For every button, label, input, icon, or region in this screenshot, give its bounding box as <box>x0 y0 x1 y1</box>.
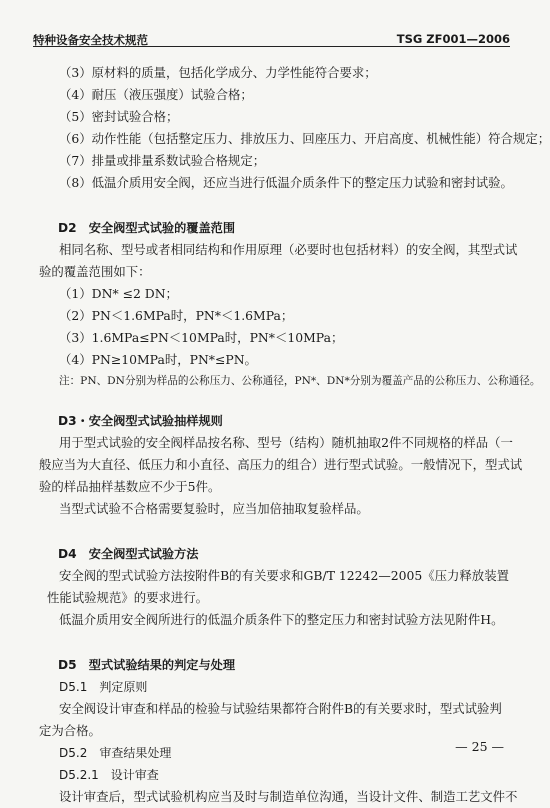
paragraph-line: 用于型式试验的安全阀样品按名称、型号（结构）随机抽取2件不同规格的样品（一 <box>59 435 513 450</box>
list-item: （3）原材料的质量，包括化学成分、力学性能符合要求； <box>59 65 377 80</box>
paragraph-line: 安全阀的型式试验方法按附件B的有关要求和GB/T 12242—2005《压力释放装置 <box>59 568 509 583</box>
list-item: （1）DN* ≤2 DN； <box>59 286 178 301</box>
paragraph-line: 定为合格。 <box>39 723 101 738</box>
section-heading-d2: D2 安全阀型式试验的覆盖范围 <box>58 221 236 235</box>
page-number: — 25 — <box>455 739 504 754</box>
paragraph-line: 性能试验规范》的要求进行。 <box>47 590 209 605</box>
paragraph-line: 设计审查后，型式试验机构应当及时与制造单位沟通，当设计文件、制造工艺文件不 <box>59 789 518 804</box>
paragraph-line: 验的样品抽样基数应不少于5件。 <box>39 479 221 494</box>
list-item: （8）低温介质用安全阀，还应当进行低温介质条件下的整定压力试验和密封试验。 <box>59 175 513 190</box>
header-title: 特种设备安全技术规范 <box>33 33 148 47</box>
paragraph-line: 相同名称、型号或者相同结构和作用原理（必要时也包括材料）的安全阀，其型式试 <box>59 242 518 257</box>
section-heading-d4: D4 安全阀型式试验方法 <box>58 547 199 561</box>
list-item: （7）排量或排量系数试验合格规定； <box>59 153 266 168</box>
list-item: （2）PN＜1.6MPa时，PN*＜1.6MPa； <box>59 308 294 323</box>
page-header <box>33 24 510 47</box>
subsection-heading: D5.1 判定原则 <box>59 680 148 694</box>
list-item: （6）动作性能（包括整定压力、排放压力、回座压力、开启高度、机械性能）符合规定； <box>59 131 550 146</box>
note-text: 注：PN、DN分别为样品的公称压力、公称通径，PN*、DN*分别为覆盖产品的公称压力、公称通径。 <box>59 375 541 387</box>
header-code: TSG ZF001—2006 <box>396 32 510 46</box>
subsection-heading: D5.2 审查结果处理 <box>59 746 172 760</box>
list-item: （5）密封试验合格； <box>59 109 179 124</box>
page-body <box>39 62 550 808</box>
paragraph-line: 低温介质用安全阀所进行的低温介质条件下的整定压力和密封试验方法见附件H。 <box>59 612 504 627</box>
section-heading-d5: D5 型式试验结果的判定与处理 <box>58 658 236 672</box>
list-item: （3）1.6MPa≤PN＜10MPa时，PN*＜10MPa； <box>59 330 344 345</box>
subsection-heading: D5.2.1 设计审查 <box>59 768 159 782</box>
list-item: （4）PN≥10MPa时，PN*≤PN。 <box>59 352 257 367</box>
paragraph-line: 般应当为大直径、低压力和小直径、高压力的组合）进行型式试验。一般情况下，型式试 <box>39 457 523 472</box>
paragraph-line: 当型式试验不合格需要复验时，应当加倍抽取复验样品。 <box>59 501 369 516</box>
paragraph-line: 安全阀设计审查和样品的检验与试验结果都符合附件B的有关要求时，型式试验判 <box>59 701 502 716</box>
paragraph-line: 验的覆盖范围如下： <box>39 264 151 279</box>
list-item: （4）耐压（液压强度）试验合格； <box>59 87 253 102</box>
section-heading-d3: D3・安全阀型式试验抽样规则 <box>58 414 223 428</box>
